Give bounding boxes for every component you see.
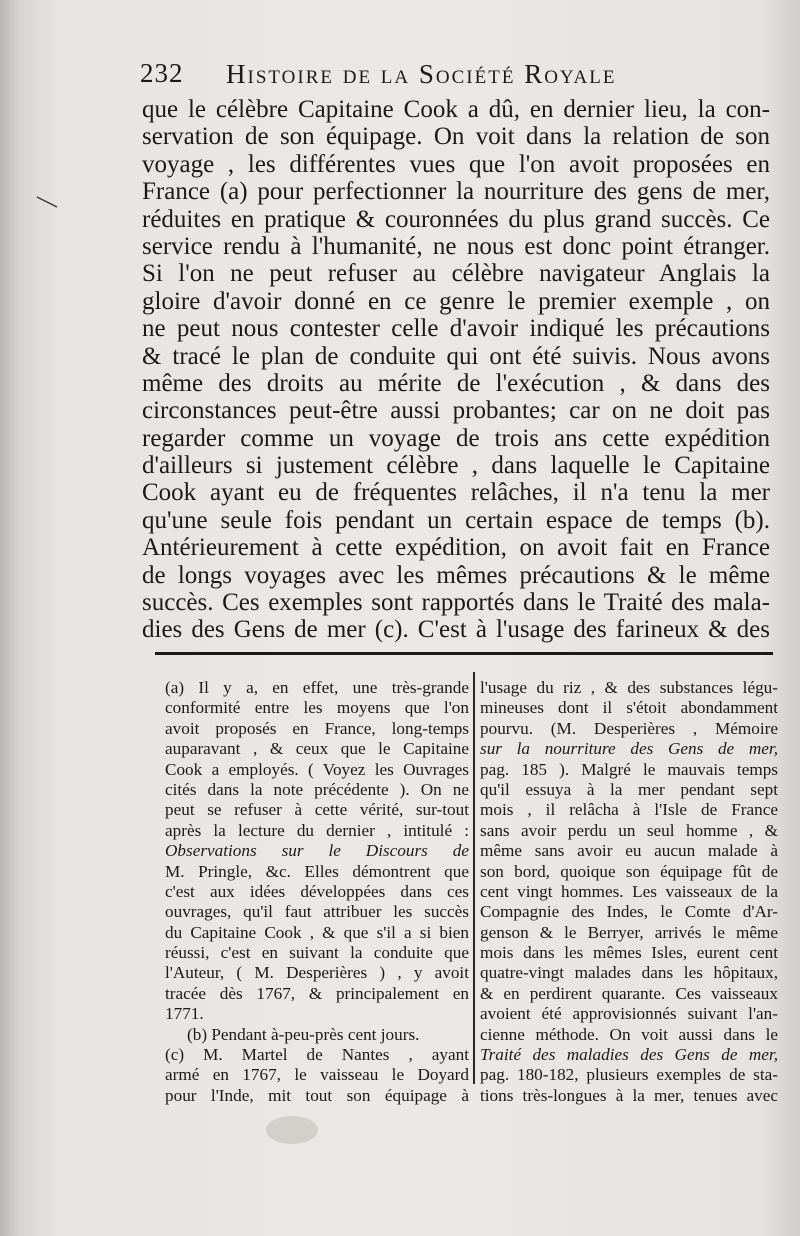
text-line: France (a) pour perfectionner la nourriture des gens de mer,	[142, 178, 770, 206]
page-header	[140, 58, 700, 92]
text-line: réduites en pratique & couronnées du plus grand succès. Ce	[142, 205, 770, 233]
footnotes-right-column	[480, 678, 778, 1106]
text-line: qu'une seule fois pendant un certain espace de temps (b).	[142, 506, 770, 534]
footnote-line: auparavant , & ceux que le Capitaine	[165, 739, 469, 759]
text-line: voyage , les différentes vues que l'on avoit proposées en	[142, 150, 770, 178]
faint-ink-stain	[262, 1112, 322, 1148]
footnote-line: avoit proposés en France, long-temps	[165, 718, 469, 738]
footnote-line: Observations sur le Discours de	[165, 841, 469, 861]
footnote-line: & en perdirent quarante. Ces vaisseaux	[480, 983, 778, 1003]
footnote-line: réussi, c'est en suivant la conduite que	[165, 943, 469, 963]
text-line: Antérieurement à cette expédition, on avoit fait en France	[142, 534, 770, 562]
text-line: d'ailleurs si justement célèbre , dans laquelle le Capitaine	[142, 452, 770, 480]
footnote-line: ouvrages, qu'il faut attribuer les succès	[165, 902, 469, 922]
footnote-line: peut se refuser à cette vérité, sur-tout	[165, 800, 469, 820]
text-line: gloire d'avoir donné en ce genre le premier exemple , on	[142, 287, 770, 315]
text-line: même des droits au mérite de l'exécution , & dans des	[142, 369, 770, 397]
margin-pencil-mark	[36, 196, 58, 208]
footnote-line: quatre-vingt malades dans les hôpitaux,	[480, 963, 778, 983]
footnote-line: mineuses dont il s'étoit abondamment	[480, 698, 778, 718]
footnote-line: après la lecture du dernier , intitulé :	[165, 820, 469, 840]
text-line: circonstances peut-être aussi probantes; car on ne doit pas	[142, 397, 770, 425]
text-line: de longs voyages avec les mêmes précautions & le même	[142, 561, 770, 589]
footnote-line: conformité entre les moyens que l'on	[165, 698, 469, 718]
footnote-rule	[155, 652, 773, 655]
footnote-line: (c) M. Martel de Nantes , ayant	[165, 1045, 469, 1065]
footnote-line: (b) Pendant à-peu-près cent jours.	[187, 1024, 420, 1044]
footnote-line: cent vingt hommes. Les vaisseaux de la	[480, 881, 778, 901]
footnote-line: sur la nourriture des Gens de mer,	[480, 739, 778, 759]
footnote-line: mois dans les mêmes Isles, eurent cent	[480, 943, 778, 963]
text-line: regarder comme un voyage de trois ans cette expédition	[142, 424, 770, 452]
footnote-line: (a) Il y a, en effet, une très-grande	[165, 678, 469, 697]
footnote-line: mois , il relâcha à l'Isle de France	[480, 800, 778, 820]
running-title: Histoire de la Société Royale	[226, 59, 617, 89]
text-line: ne peut nous contester celle d'avoir indiqué les précautions	[142, 315, 770, 343]
footnote-line: 1771.	[165, 1004, 204, 1024]
footnote-line: Traité des maladies des Gens de mer,	[480, 1045, 778, 1065]
footnote-line: armé en 1767, le vaisseau le Doyard	[165, 1065, 469, 1085]
footnote-line: tracée dès 1767, & principalement en	[165, 983, 469, 1003]
text-line: & tracé le plan de conduite qui ont été suivis. Nous avons	[142, 342, 770, 370]
footnote-line: son bord, quoique son équipage fût de	[480, 861, 778, 881]
footnote-line: pourvu. (M. Desperières , Mémoire	[480, 718, 778, 738]
footnote-line: qu'il essuya à la mer pendant sept	[480, 779, 778, 799]
text-line: Cook ayant eu de fréquentes relâches, il n'a tenu la mer	[142, 479, 770, 507]
footnote-line: pour l'Inde, mit tout son équipage à	[165, 1085, 469, 1105]
text-line: que le célèbre Capitaine Cook a dû, en dernier lieu, la con-	[142, 96, 770, 123]
text-line: servation de son équipage. On voit dans la relation de son	[142, 123, 770, 151]
footnote-line: même sans avoir eu aucun malade à	[480, 841, 778, 861]
column-divider	[473, 672, 475, 1084]
text-line: dies des Gens de mer (c). C'est à l'usage des farineux & des	[142, 616, 770, 644]
footnote-line: du Capitaine Cook , & que s'il a si bien	[165, 922, 469, 942]
text-line: succès. Ces exemples sont rapportés dans le Traité des mala-	[142, 589, 770, 617]
footnote-line: pag. 180-182, plusieurs exemples de sta-	[480, 1065, 778, 1085]
footnote-line: cienne méthode. On voit aussi dans le	[480, 1024, 778, 1044]
footnote-line: l'usage du riz , & des substances légu-	[480, 678, 778, 697]
footnotes-left-column	[165, 678, 469, 1106]
text-line: service rendu à l'humanité, ne nous est donc point étranger.	[142, 232, 770, 260]
footnote-line: cités dans la note précédente ). On ne	[165, 779, 469, 799]
footnote-line: l'Auteur, ( M. Desperières ) , y avoit	[165, 963, 469, 983]
footnote-line: avoient été approvisionnés suivant l'an-	[480, 1004, 778, 1024]
footnote-line: tions très-longues à la mer, tenues avec	[480, 1085, 778, 1105]
footnote-line: M. Pringle, &c. Elles démontrent que	[165, 861, 469, 881]
footnote-line: Compagnie des Indes, le Comte d'Ar-	[480, 902, 778, 922]
footnote-line: Cook a employés. ( Voyez les Ouvrages	[165, 759, 469, 779]
main-text	[142, 96, 770, 644]
text-line: Si l'on ne peut refuser au célèbre navigateur Anglais la	[142, 260, 770, 288]
footnote-line: genson & le Berryer, arrivés le même	[480, 922, 778, 942]
footnote-line: c'est aux idées développées dans ces	[165, 881, 469, 901]
footnote-line: sans avoir perdu un seul homme , &	[480, 820, 778, 840]
footnote-line: pag. 185 ). Malgré le mauvais temps	[480, 759, 778, 779]
page-number: 232	[140, 58, 184, 88]
